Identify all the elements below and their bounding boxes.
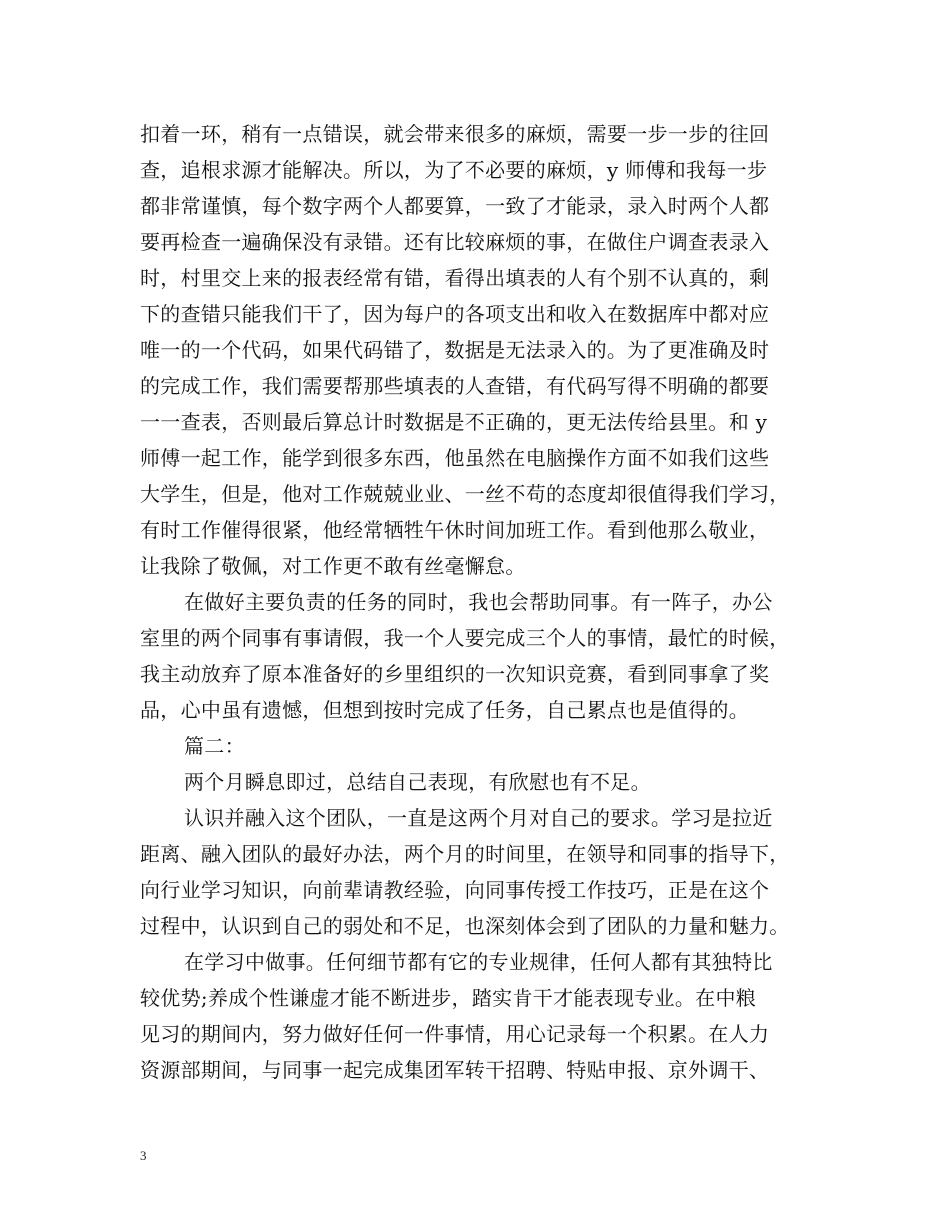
text-line: 认识并融入这个团队，一直是这两个月对自己的要求。学习是拉近 bbox=[184, 806, 773, 830]
text-line: 的完成工作，我们需要帮那些填表的人查错，有代码写得不明确的都要 bbox=[140, 374, 770, 398]
text-line: 扣着一环，稍有一点错误，就会带来很多的麻烦，需要一步一步的往回 bbox=[140, 122, 770, 146]
text-line: 师傅一起工作，能学到很多东西，他虽然在电脑操作方面不如我们这些 bbox=[140, 446, 770, 470]
text-line: 在做好主要负责的任务的同时，我也会帮助同事。有一阵子，办公 bbox=[184, 590, 773, 614]
text-line: 见习的期间内，努力做好任何一件事情，用心记录每一个积累。在人力 bbox=[140, 1022, 770, 1046]
text-line: 要再检查一遍确保没有录错。还有比较麻烦的事，在做住户调查表录入 bbox=[140, 230, 770, 254]
text-line: 距离、融入团队的最好办法，两个月的时间里，在领导和同事的指导下， bbox=[140, 842, 790, 866]
text-line: 让我除了敬佩，对工作更不敢有丝毫懈怠。 bbox=[140, 554, 526, 578]
text-line: 向行业学习知识，向前辈请教经验，向同事传授工作技巧，正是在这个 bbox=[140, 878, 770, 902]
text-line: 查，追根求源才能解决。所以，为了不必要的麻烦，y 师傅和我每一步 bbox=[140, 158, 768, 182]
text-line: 在学习中做事。任何细节都有它的专业规律，任何人都有其独特比 bbox=[184, 950, 773, 974]
body-text bbox=[140, 116, 830, 1088]
text-line: 唯一的一个代码，如果代码错了，数据是无法录入的。为了更准确及时 bbox=[140, 338, 770, 362]
text-line: 两个月瞬息即过，总结自己表现，有欣慰也有不足。 bbox=[184, 770, 651, 794]
text-line: 品，心中虽有遗憾，但想到按时完成了任务，自己累点也是值得的。 bbox=[140, 698, 749, 722]
text-line: 室里的两个同事有事请假，我一个人要完成三个人的事情，最忙的时候， bbox=[140, 626, 790, 650]
text-line: 资源部期间，与同事一起完成集团军转干招聘、特贴申报、京外调干、 bbox=[140, 1058, 770, 1082]
text-line: 有时工作催得很紧，他经常牺牲午休时间加班工作。看到他那么敬业， bbox=[140, 518, 770, 542]
text-line: 下的查错只能我们干了，因为每户的各项支出和收入在数据库中都对应 bbox=[140, 302, 770, 326]
text-line: 篇二： bbox=[184, 734, 245, 758]
text-line: 大学生，但是，他对工作兢兢业业、一丝不苟的态度却很值得我们学习， bbox=[140, 482, 790, 506]
text-line: 较优势;养成个性谦虚才能不断进步，踏实肯干才能表现专业。在中粮 bbox=[140, 986, 757, 1010]
text-line: 时，村里交上来的报表经常有错，看得出填表的人有个别不认真的，剩 bbox=[140, 266, 770, 290]
text-line: 一一查表，否则最后算总计时数据是不正确的，更无法传给县里。和 y bbox=[140, 410, 768, 434]
text-line: 都非常谨慎，每个数字两个人都要算，一致了才能录，录入时两个人都 bbox=[140, 194, 770, 218]
text-line: 我主动放弃了原本准备好的乡里组织的一次知识竞赛，看到同事拿了奖 bbox=[140, 662, 770, 686]
page-number: 3 bbox=[140, 1148, 147, 1163]
text-line: 过程中，认识到自己的弱处和不足，也深刻体会到了团队的力量和魅力。 bbox=[140, 914, 790, 938]
